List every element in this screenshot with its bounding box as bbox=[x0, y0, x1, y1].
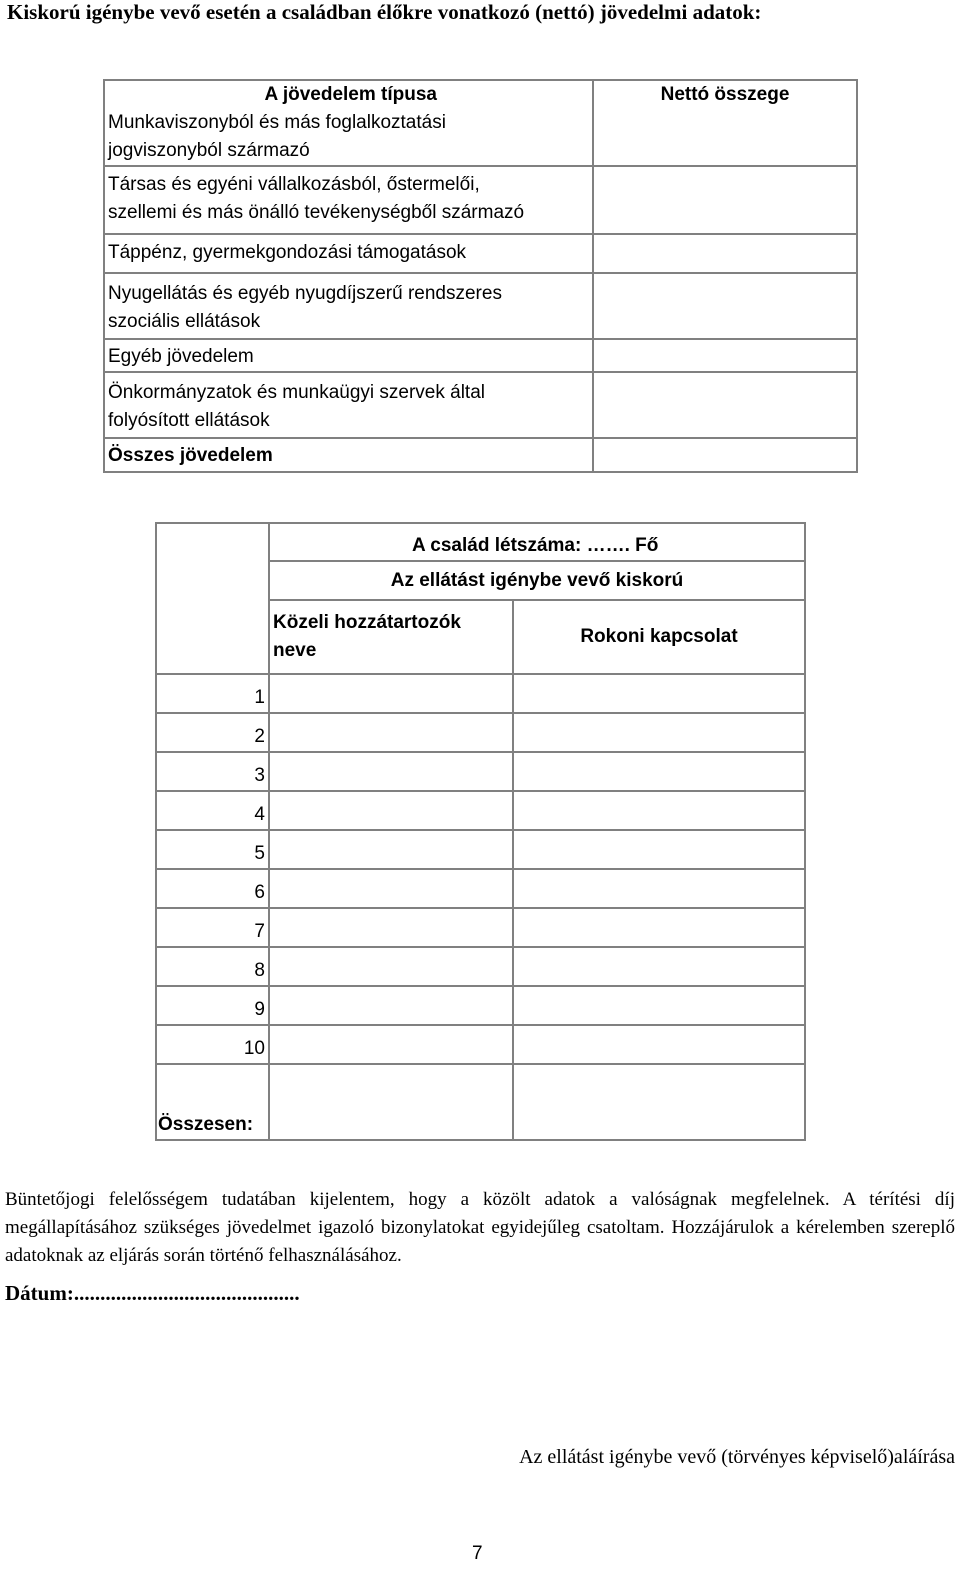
income-row bbox=[104, 234, 857, 273]
income-type-cell bbox=[104, 273, 593, 339]
member-row bbox=[156, 869, 805, 908]
income-row-4-line1: Nyugellátás és egyéb nyugdíjszerű rendszeres bbox=[108, 283, 502, 304]
member-relation-cell[interactable] bbox=[513, 1025, 805, 1064]
household-total-relation-cell[interactable] bbox=[513, 1064, 805, 1140]
member-relation-cell[interactable] bbox=[513, 830, 805, 869]
name-header-cell bbox=[269, 600, 513, 674]
member-relation-cell[interactable] bbox=[513, 947, 805, 986]
page-number: 7 bbox=[472, 1543, 483, 1564]
member-relation-cell[interactable] bbox=[513, 752, 805, 791]
income-row-4-line2: szociális ellátások bbox=[108, 311, 261, 332]
income-type-cell bbox=[104, 80, 593, 166]
member-relation-cell[interactable] bbox=[513, 713, 805, 752]
member-relation-cell[interactable] bbox=[513, 908, 805, 947]
income-total-amount-cell[interactable] bbox=[593, 438, 857, 472]
member-name-cell[interactable] bbox=[269, 791, 513, 830]
income-amount-header: Nettó összege bbox=[660, 84, 790, 105]
income-row bbox=[104, 166, 857, 234]
income-table bbox=[103, 79, 858, 473]
relation-header: Rokoni kapcsolat bbox=[580, 626, 738, 647]
name-header-line2: neve bbox=[273, 640, 317, 661]
date-field[interactable]: Dátum:........................................... bbox=[5, 1281, 300, 1305]
name-header-line1: Közeli hozzátartozók bbox=[273, 612, 461, 633]
row-number: 1 bbox=[156, 674, 269, 713]
family-size-cell[interactable] bbox=[269, 523, 805, 561]
income-type-cell bbox=[104, 234, 593, 273]
member-name-cell[interactable] bbox=[269, 674, 513, 713]
income-total-label-cell bbox=[104, 438, 593, 472]
family-size-row bbox=[156, 523, 805, 561]
income-row-1-line1: Munkaviszonyból és más foglalkoztatási bbox=[108, 112, 446, 133]
member-name-cell[interactable] bbox=[269, 1025, 513, 1064]
row-number: 8 bbox=[156, 947, 269, 986]
declaration-text: Büntetőjogi felelősségem tudatában kijelentem, hogy a közölt adatok a valóságnak megfelelnek. A térítési díj megállapításához szükséges jövedelmet igazoló bizonylatokat egyidejűleg csatoltam. Hozzájárulok a kérelemben szereplő adatoknak az eljárás során történő felhasználásához. bbox=[5, 1189, 955, 1266]
member-name-cell[interactable] bbox=[269, 947, 513, 986]
row-number: 4 bbox=[156, 791, 269, 830]
member-row bbox=[156, 986, 805, 1025]
income-amount-cell[interactable] bbox=[593, 273, 857, 339]
income-row-2-line2: szellemi és más önálló tevékenységből származó bbox=[108, 202, 525, 223]
row-number: 5 bbox=[156, 830, 269, 869]
income-row-2-line1: Társas és egyéni vállalkozásból, őstermelői, bbox=[108, 174, 480, 195]
row-number: 6 bbox=[156, 869, 269, 908]
page-title: Kiskorú igénybe vevő esetén a családban élőkre vonatkozó (nettó) jövedelmi adatok: bbox=[7, 0, 762, 24]
income-row-1-line2: jogviszonyból származó bbox=[108, 140, 310, 161]
member-row bbox=[156, 752, 805, 791]
row-number-header-cell bbox=[156, 523, 269, 674]
member-relation-cell[interactable] bbox=[513, 986, 805, 1025]
member-row bbox=[156, 830, 805, 869]
relation-header-cell bbox=[513, 600, 805, 674]
household-total-label: Összesen: bbox=[156, 1064, 269, 1140]
member-relation-cell[interactable] bbox=[513, 791, 805, 830]
member-row bbox=[156, 674, 805, 713]
row-number: 3 bbox=[156, 752, 269, 791]
member-name-cell[interactable] bbox=[269, 908, 513, 947]
income-amount-cell[interactable] bbox=[593, 339, 857, 372]
income-row-6-line2: folyósított ellátások bbox=[108, 410, 270, 431]
income-type-cell bbox=[104, 372, 593, 438]
income-header-row bbox=[104, 80, 857, 166]
member-name-cell[interactable] bbox=[269, 869, 513, 908]
income-row-5-line1: Egyéb jövedelem bbox=[108, 346, 254, 367]
household-table bbox=[155, 522, 806, 1141]
signature-label: Az ellátást igénybe vevő (törvényes képviselő)aláírása bbox=[519, 1446, 955, 1468]
household-total-row bbox=[156, 1064, 805, 1140]
member-relation-cell[interactable] bbox=[513, 674, 805, 713]
member-row bbox=[156, 947, 805, 986]
member-name-cell[interactable] bbox=[269, 986, 513, 1025]
income-row-6-line1: Önkormányzatok és munkaügyi szervek által bbox=[108, 382, 485, 403]
income-total-row bbox=[104, 438, 857, 472]
member-name-cell[interactable] bbox=[269, 830, 513, 869]
income-row bbox=[104, 372, 857, 438]
income-total-label: Összes jövedelem bbox=[108, 445, 273, 466]
member-row bbox=[156, 908, 805, 947]
income-amount-header-cell[interactable] bbox=[593, 80, 857, 166]
row-number: 2 bbox=[156, 713, 269, 752]
member-relation-cell[interactable] bbox=[513, 869, 805, 908]
household-total-name-cell[interactable] bbox=[269, 1064, 513, 1140]
member-row bbox=[156, 1025, 805, 1064]
income-amount-cell[interactable] bbox=[593, 372, 857, 438]
income-type-cell bbox=[104, 166, 593, 234]
income-row bbox=[104, 339, 857, 372]
member-name-cell[interactable] bbox=[269, 713, 513, 752]
income-amount-cell[interactable] bbox=[593, 234, 857, 273]
minor-cell[interactable] bbox=[269, 561, 805, 600]
income-type-cell bbox=[104, 339, 593, 372]
income-row-3-line1: Táppénz, gyermekgondozási támogatások bbox=[108, 242, 467, 263]
income-amount-cell[interactable] bbox=[593, 166, 857, 234]
row-number: 10 bbox=[156, 1025, 269, 1064]
member-name-cell[interactable] bbox=[269, 752, 513, 791]
minor-label: Az ellátást igénybe vevő kiskorú bbox=[390, 569, 684, 591]
income-type-header: A jövedelem típusa bbox=[264, 84, 437, 105]
member-row bbox=[156, 791, 805, 830]
row-number: 9 bbox=[156, 986, 269, 1025]
member-row bbox=[156, 713, 805, 752]
family-size-label: A család létszáma: ……. Fő bbox=[412, 535, 659, 556]
income-row bbox=[104, 273, 857, 339]
row-number: 7 bbox=[156, 908, 269, 947]
